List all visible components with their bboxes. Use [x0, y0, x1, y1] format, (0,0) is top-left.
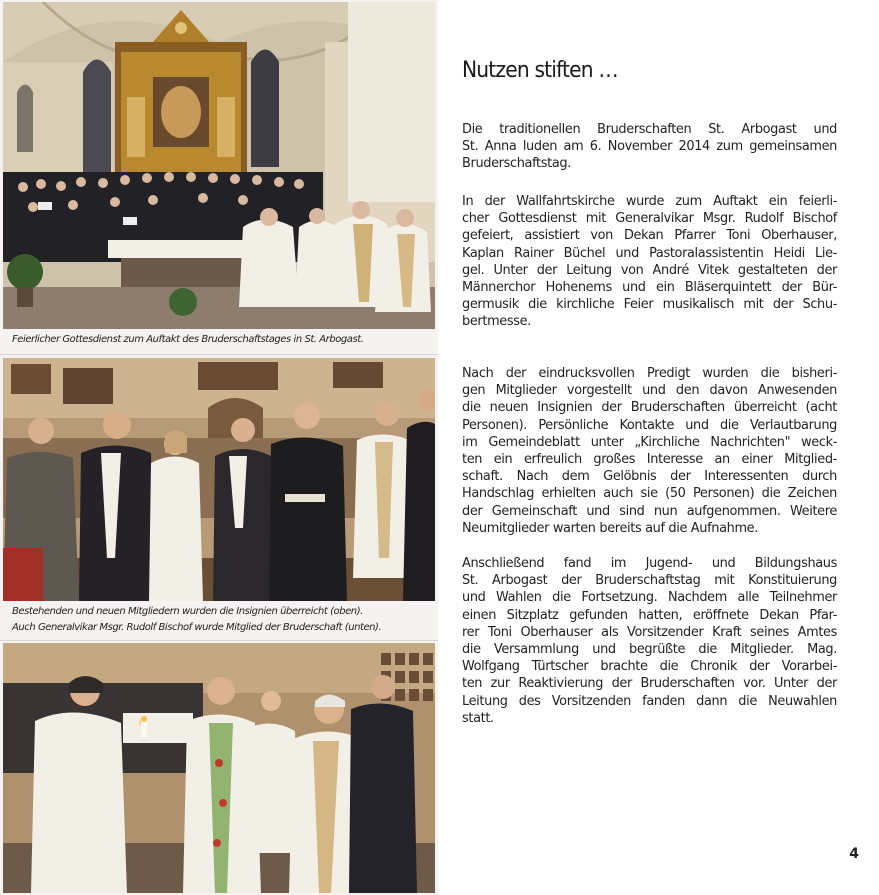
text-line: gen Mitglieder vorgestellt und den davon Anwesenden: [462, 383, 837, 399]
text-line: Handschlag erhielten auch sie (50 Personen) die Zeichen: [462, 486, 837, 502]
insignia-handover-image: [3, 358, 435, 601]
text-line: statt.: [462, 710, 494, 726]
text-line: der Gemeinschaft und sind nun aufgenommen. Weitere: [462, 503, 837, 519]
text-line: cher Gottesdienst mit Generalvikar Msgr. Rudolf Bischof: [462, 211, 837, 227]
text-line: rer Toni Oberhauser als Vorsitzender Kraft seines Amtes: [462, 624, 837, 640]
church-service-image: [3, 2, 435, 329]
text-line: Neumitglieder warten bereits auf die Aufnahme.: [462, 520, 758, 536]
text-line: St. Arbogast der Bruderschaftstag mit Konstituierung: [462, 573, 837, 589]
text-line: Die traditionellen Bruderschaften St. Arbogast und: [462, 122, 837, 137]
text-line: die neuen Insignien der Bruderschaften überreicht (acht: [462, 400, 837, 416]
generalvikar-membership-image: [3, 643, 435, 893]
text-line: und Wahlen die Fortsetzung. Nachdem alle Teilnehmer: [462, 590, 837, 606]
page-number: 4: [849, 846, 859, 862]
photo-column: [0, 0, 438, 895]
text-line: Nach der eindrucksvollen Predigt wurden die bisheri-: [462, 366, 837, 381]
photo-caption-2-line-1: Bestehenden und neuen Mitgliedern wurden die Insignien überreicht (oben).: [12, 606, 363, 617]
text-line: germusik die kirchliche Feier musikalisch mit der Schu-: [462, 297, 837, 313]
text-line: In der Wallfahrtskirche wurde zum Auftakt ein feierli-: [462, 194, 837, 209]
text-line: Bruderschaftstag.: [462, 156, 571, 172]
text-line: Wolfgang Türtscher brachte die Chronik der Vorarbei-: [462, 659, 837, 675]
text-line: Leitung des Vorsitzenden fanden dann die Neuwahlen: [462, 693, 837, 709]
text-line: St. Anna luden am 6. November 2014 zum gemeinsamen: [462, 139, 837, 155]
text-line: Kaplan Rainer Büchel und Pastoralassistentin Heidi Lie-: [462, 245, 837, 261]
caption-divider: [0, 640, 438, 641]
article-paragraph-2: [462, 193, 837, 331]
text-line: gefeiert, assistiert von Dekan Pfarrer Toni Oberhauser,: [462, 228, 837, 244]
photo-caption-2: [12, 604, 432, 636]
text-line: bertmesse.: [462, 314, 531, 330]
caption-divider: [0, 354, 438, 355]
text-line: die Versammlung und begrüßte die Mitglieder. Mag.: [462, 641, 837, 657]
photo-caption-2-line-2: Auch Generalvikar Msgr. Rudolf Bischof wurde Mitglied der Bruderschaft (unten).: [12, 622, 382, 633]
text-line: Anschließend fand im Jugend- und Bildungshaus: [462, 556, 837, 571]
text-line: schaft. Nach dem Gelöbnis der Interessenten durch: [462, 469, 837, 485]
photo-caption-1: Feierlicher Gottesdienst zum Auftakt des Bruderschaftstages in St. Arbogast.: [12, 334, 364, 345]
photo-insignia-handover: [3, 358, 435, 601]
article-title: Nutzen stiften …: [462, 58, 618, 83]
article-paragraph-3: [462, 365, 837, 537]
photo-generalvikar-membership: [3, 643, 435, 893]
article-paragraph-4: [462, 555, 837, 727]
article-paragraph-1: [462, 121, 837, 173]
text-line: im Gemeindeblatt unter „Kirchliche Nachrichten" weck-: [462, 434, 837, 450]
text-line: ten ein erfreulich großes Interesse an einer Mitglied-: [462, 451, 837, 467]
photo-church-service: [3, 2, 435, 329]
text-line: Männerchor Hohenems und ein Bläserquintett der Bür-: [462, 279, 837, 295]
text-line: Personen). Persönliche Kontakte und die Verlautbarung: [462, 417, 837, 433]
text-line: ten zur Reaktivierung der Bruderschaften vor. Unter der: [462, 676, 837, 692]
text-line: gel. Unter der Leitung von André Vitek gestalteten der: [462, 262, 837, 278]
article-column: [438, 0, 879, 895]
text-line: einen Sitzplatz gefunden hatten, eröffnete Dekan Pfar-: [462, 607, 837, 623]
